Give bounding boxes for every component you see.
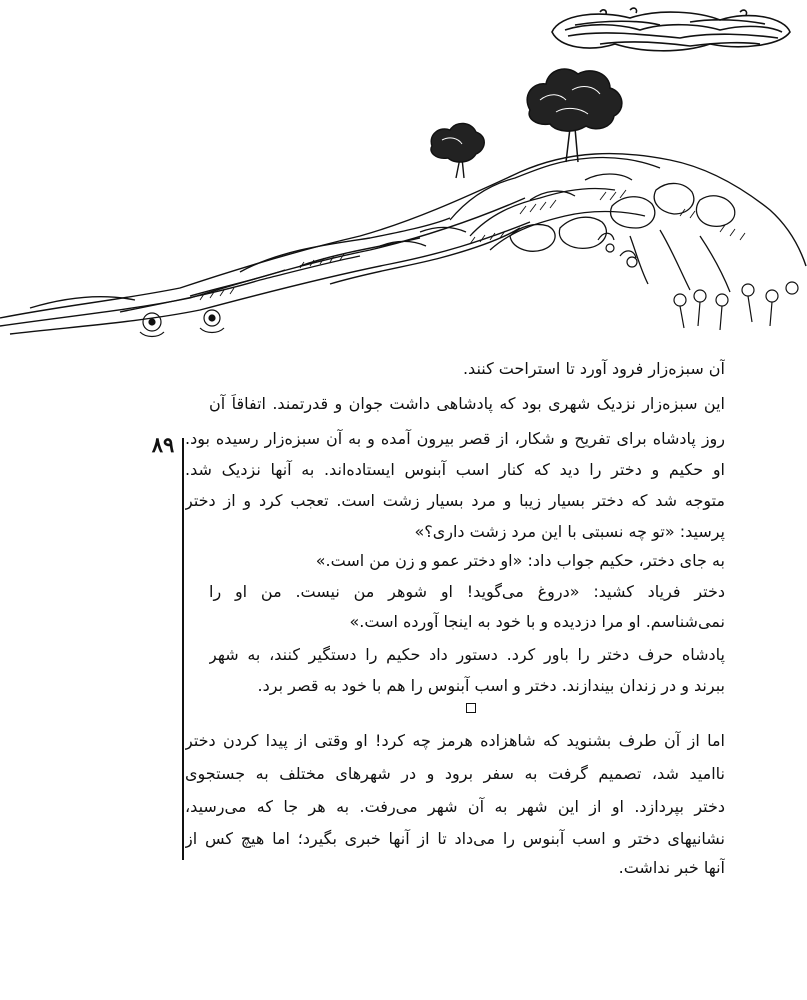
paragraph-line: دختر فریاد کشید: «دروغ می‌گوید! او شوهر من نیست. من او را — [209, 582, 725, 601]
paragraph-line: پادشاه حرف دختر را باور کرد. دستور داد حکیم را دستگیر کنند، به شهر — [209, 645, 725, 664]
page-number: ۸۹ — [151, 432, 175, 457]
paragraph-line: روز پادشاه برای تفریح و شکار، از قصر بیرون آمده و به آن سبزه‌زار رسیده بود. — [185, 429, 725, 448]
large-tree — [527, 69, 622, 162]
flower-shrubs — [140, 233, 798, 336]
paragraph-line: به جای دختر، حکیم جواب داد: «او دختر عمو و زن من است.» — [315, 551, 725, 570]
paragraph-line: نمی‌شناسم. او مرا دزدیده و با خود به اینجا آورده است.» — [349, 612, 725, 631]
paragraph-line: متوجه شد که دختر بسیار زیبا و مرد بسیار زشت است. تعجب کرد و از دختر — [185, 491, 725, 510]
paragraph-line: پرسید: «تو چه نسبتی با این مرد زشت داری؟» — [414, 522, 725, 541]
small-tree — [431, 123, 484, 178]
margin-rule — [182, 438, 184, 860]
paragraph-line: ناامید شد، تصمیم گرفت به سفر برود و در شهرهای مختلف به جستجوی — [185, 764, 725, 783]
paragraph-line: دختر بپردازد. او از این شهر به آن شهر می‌رفت. به هر جا که می‌رسید، — [185, 797, 725, 816]
landscape-hill-trees-illustration — [0, 0, 807, 345]
paragraph-line: اما از آن طرف بشنوید که شاهزاده هرمز چه کرد! او وقتی از پیدا کردن دختر — [185, 731, 725, 750]
paragraph-line: آنها خبر نداشت. — [618, 858, 725, 877]
cloud-ornament — [552, 8, 790, 51]
section-divider-square — [466, 703, 476, 713]
paragraph-line: این سبزه‌زار نزدیک شهری بود که پادشاهی داشت جوان و قدرتمند. اتفاقاً آن — [209, 394, 725, 413]
paragraph-line: آن سبزه‌زار فرود آورد تا استراحت کنند. — [462, 359, 725, 378]
paragraph-line: او حکیم و دختر را دید که کنار اسب آبنوس ایستاده‌اند. به آنها نزدیک شد. — [185, 460, 725, 479]
paragraph-line: نشانیهای دختر و اسب آبنوس را می‌داد تا از آنها خبری بگیرد؛ اما هیچ کس از — [185, 829, 725, 848]
paragraph-line: ببرند و در زندان بیندازند. دختر و اسب آبنوس را هم با خود به قصر برد. — [257, 676, 725, 695]
